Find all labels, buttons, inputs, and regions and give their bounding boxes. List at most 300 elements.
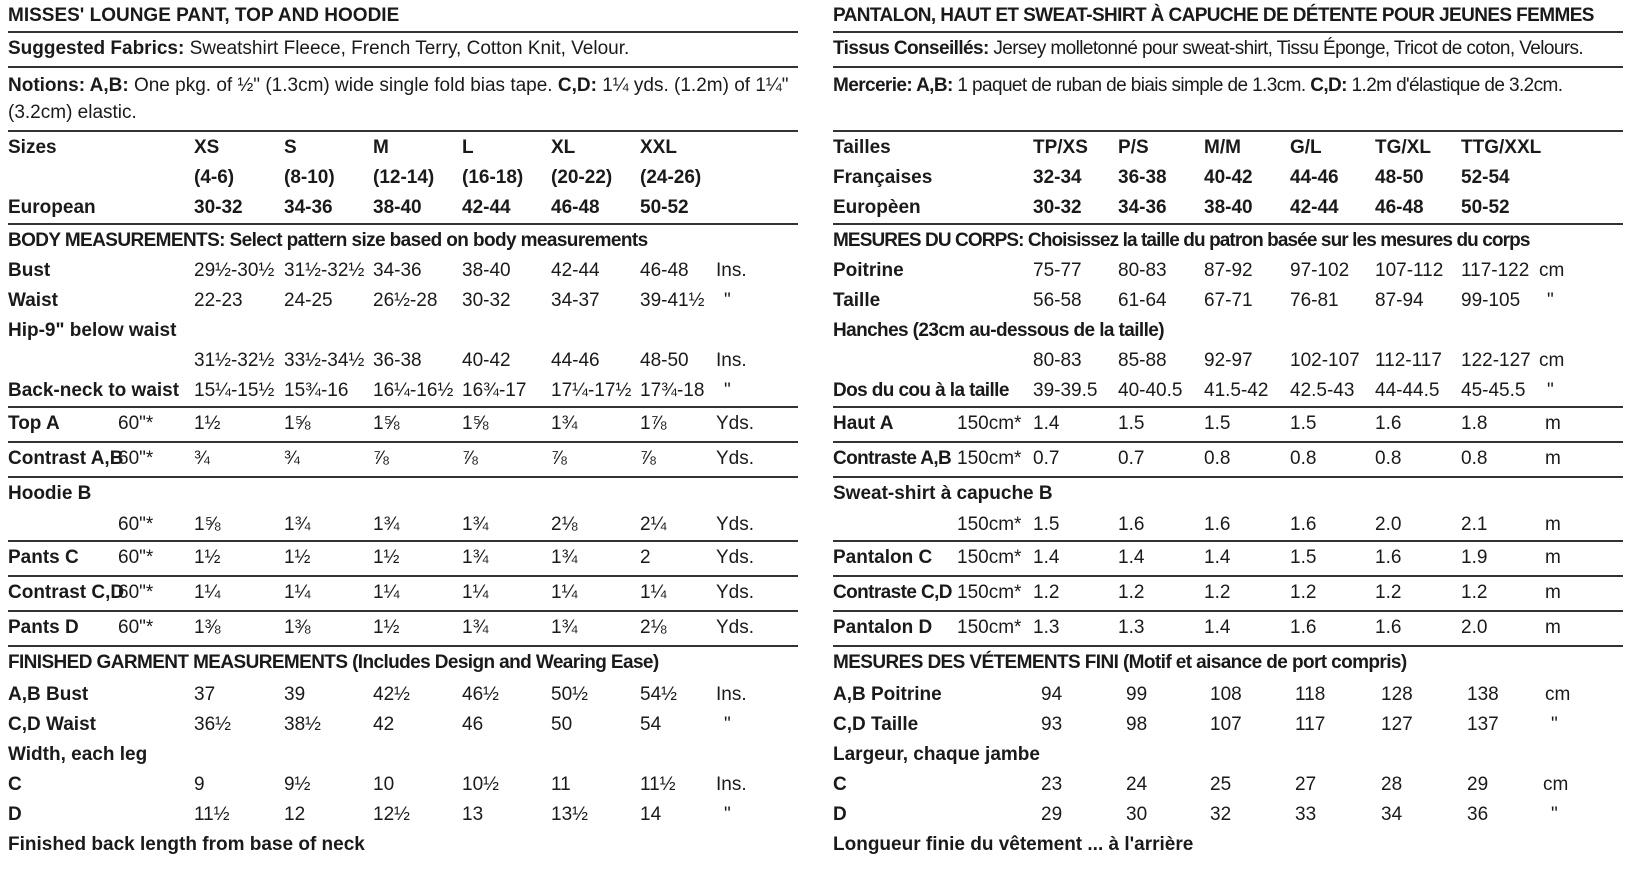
unit-label: Ins. (716, 260, 747, 281)
backneck-cell: 15¼-15½ (194, 380, 275, 401)
largeur-c-row (833, 769, 1623, 799)
bust-cell: 46-48 (640, 260, 689, 281)
europeen-cell: 42-44 (1290, 197, 1339, 218)
unit-label: m (1545, 448, 1561, 469)
size-cell: M (373, 137, 389, 158)
size-cell: TG/XL (1375, 137, 1431, 158)
hanches-label-row (833, 315, 1623, 345)
yardage-cell: 1.4 (1204, 617, 1231, 638)
finished-cell: 10 (373, 774, 395, 795)
taille-cell: 61-64 (1118, 290, 1167, 311)
notions-text-2: 1.2m d'élastique de 3.2cm. (1351, 75, 1563, 96)
yardage-cell: 1⅝ (462, 413, 489, 434)
finished-cell: 118 (1295, 684, 1326, 705)
ab-bust-row (8, 679, 798, 709)
notions-text-1: 1 paquet de ruban de biais simple de 1.3cm. (957, 75, 1306, 96)
unit-label: cm (1539, 350, 1565, 371)
yardage-cell: 1.6 (1375, 617, 1402, 638)
hip-cell: 40-42 (462, 350, 511, 371)
hanches-cell: 112-117 (1375, 350, 1442, 371)
yardage-cell: 1.6 (1375, 547, 1402, 568)
yardage-cell: 1.2 (1290, 582, 1317, 603)
finished-cell: 128 (1381, 684, 1413, 705)
poitrine-label: Poitrine (833, 260, 904, 281)
yardage-cell: 1½ (194, 413, 221, 434)
size-cell: G/L (1290, 137, 1322, 158)
sizes-label: Sizes (8, 137, 57, 158)
yardage-cell: 1¼ (194, 582, 221, 603)
yardage-cell: 1½ (284, 547, 311, 568)
pantalon-d-row (833, 612, 1623, 647)
finished-cell: 34 (1381, 804, 1403, 825)
poitrine-cell: 75-77 (1033, 260, 1082, 281)
waist-cell: 26½-28 (373, 290, 438, 311)
yardage-cell: 1.5 (1290, 413, 1317, 434)
european-label: European (8, 197, 96, 218)
size-cell: XL (551, 137, 576, 158)
notions-row (833, 68, 1623, 132)
backneck-row (8, 375, 798, 408)
yardage-cell: 1.2 (1375, 582, 1402, 603)
yardage-cell: 0.8 (1375, 448, 1402, 469)
yardage-cell: ⅞ (551, 448, 567, 469)
yardage-cell: 1.2 (1204, 582, 1231, 603)
unit-label: " (724, 714, 731, 735)
yardage-cell: 1⅜ (194, 617, 221, 638)
fabric-width: 60"* (118, 514, 154, 535)
unit-label: Yds. (716, 448, 755, 469)
size-cell: L (462, 137, 474, 158)
title-row (8, 0, 798, 33)
yardage-cell: 0.7 (1118, 448, 1145, 469)
yardage-cell: 1¾ (462, 617, 489, 638)
finished-cell: 11½ (640, 774, 676, 795)
fabrics-row (833, 33, 1623, 68)
finished-cell: 9½ (284, 774, 311, 795)
europeen-cell: 38-40 (1204, 197, 1253, 218)
yardage-cell: 0.8 (1204, 448, 1231, 469)
finished-cell: 24 (1126, 774, 1148, 795)
yardage-cell: 1¼ (462, 582, 489, 603)
european-cell: 46-48 (551, 197, 600, 218)
dos-cell: 45-45.5 (1461, 380, 1526, 401)
size-cell: XS (194, 137, 220, 158)
yardage-cell: 2.1 (1461, 514, 1488, 535)
hanches-cell: 122-127 (1461, 350, 1531, 371)
finished-cell: 99 (1126, 684, 1148, 705)
european-cell: 34-36 (284, 197, 333, 218)
yardage-cell: 1¾ (462, 514, 489, 535)
yardage-cell: 0.8 (1461, 448, 1488, 469)
finished-cell: 127 (1381, 714, 1413, 735)
unit-label: Yds. (716, 413, 755, 434)
waist-cell: 30-32 (462, 290, 511, 311)
finished-cell: 50 (551, 714, 573, 735)
fabric-width: 150cm* (957, 413, 1022, 434)
finished-cell: 13 (462, 804, 484, 825)
size-range-cell: (16-18) (462, 167, 524, 188)
unit-label: " (724, 290, 731, 311)
unit-label: " (1547, 290, 1554, 311)
width-each-leg-label: Width, each leg (8, 744, 148, 765)
size-cell: P/S (1118, 137, 1149, 158)
contrast-cd-row (8, 577, 798, 612)
page-title: PANTALON, HAUT ET SWEAT-SHIRT À CAPUCHE DE DÉTENTE POUR JEUNES FEMMES (833, 5, 1594, 26)
size-range-cell: (12-14) (373, 167, 435, 188)
yardage-cell: ⅞ (640, 448, 656, 469)
unit-label: Yds. (716, 582, 755, 603)
fabrics-label: Tissus Conseillés: (833, 38, 989, 59)
dos-cell: 44-44.5 (1375, 380, 1440, 401)
finished-header-row (8, 647, 798, 679)
taille-label: Taille (833, 290, 881, 311)
yardage-cell: 1⅜ (284, 617, 311, 638)
taille-cell: 56-58 (1033, 290, 1082, 311)
unit-label: m (1545, 582, 1561, 603)
yardage-cell: 1¼ (640, 582, 667, 603)
yardage-cell: 1.6 (1118, 514, 1145, 535)
fabrics-text: Jersey molletonné pour sweat-shirt, Tissu Éponge, Tricot de coton, Velours. (993, 38, 1584, 59)
haut-a-label: Haut A (833, 413, 894, 434)
finished-cell: 54 (640, 714, 662, 735)
finished-cell: 98 (1126, 714, 1148, 735)
unit-label: " (724, 804, 731, 825)
yardage-cell: ⅞ (373, 448, 389, 469)
fabrics-row (8, 33, 798, 68)
finished-cell: 12 (284, 804, 306, 825)
fabric-width: 60"* (118, 617, 154, 638)
contraste-ab-label: Contraste A,B (833, 448, 952, 469)
finished-cell: 28 (1381, 774, 1403, 795)
largeur-label-row (833, 739, 1623, 769)
yardage-cell: 1.6 (1204, 514, 1231, 535)
taille-cell: 99-105 (1461, 290, 1521, 311)
europeen-row (833, 192, 1623, 225)
waist-label: Waist (8, 290, 58, 311)
waist-cell: 34-37 (551, 290, 600, 311)
largeur-label: Largeur, chaque jambe (833, 744, 1040, 765)
finished-cell: 94 (1041, 684, 1063, 705)
francaises-cell: 36-38 (1118, 167, 1167, 188)
width-d-row (8, 799, 798, 829)
taille-row (833, 285, 1623, 315)
bust-cell: 29½-30½ (194, 260, 275, 281)
dos-cell: 39-39.5 (1033, 380, 1098, 401)
yardage-cell: 1¼ (373, 582, 400, 603)
tailles-label: Tailles (833, 137, 891, 158)
pantalon-c-label: Pantalon C (833, 547, 933, 568)
finished-cell: 13½ (551, 804, 588, 825)
finished-back-length-label: Longueur finie du vêtement ... à l'arrière (833, 834, 1194, 855)
finished-cell: 14 (640, 804, 662, 825)
notions-label-2: C,D: (557, 75, 597, 96)
cut-off-row (8, 829, 798, 859)
fabric-width: 150cm* (957, 448, 1022, 469)
unit-label: Ins. (716, 774, 747, 795)
notions-row (8, 68, 798, 132)
francaises-label: Françaises (833, 167, 933, 188)
poitrine-row (833, 255, 1623, 285)
hoodie-label: Hoodie B (8, 483, 92, 504)
size-cell: TP/XS (1033, 137, 1088, 158)
cd-taille-label: C,D Taille (833, 714, 919, 735)
unit-label: Ins. (716, 684, 747, 705)
hip-cell: 36-38 (373, 350, 422, 371)
ab-poitrine-row (833, 679, 1623, 709)
bust-cell: 34-36 (373, 260, 422, 281)
width-d-label: D (8, 804, 22, 825)
hip-cell: 33½-34½ (284, 350, 365, 371)
yardage-cell: 1.5 (1118, 413, 1145, 434)
yardage-cell: 1¾ (551, 413, 578, 434)
finished-measurements-heading: MESURES DES VÉTEMENTS FINI (Motif et aisance de port compris) (833, 652, 1407, 673)
largeur-c-label: C (833, 774, 847, 795)
unit-label: m (1545, 617, 1561, 638)
finished-cell: 11 (551, 774, 571, 795)
cd-waist-row (8, 709, 798, 739)
finished-cell: 36 (1467, 804, 1489, 825)
finished-cell: 108 (1210, 684, 1242, 705)
notions-label-2: C,D: (1310, 75, 1347, 96)
europeen-cell: 34-36 (1118, 197, 1167, 218)
dos-label: Dos du cou à la taille (833, 380, 1009, 401)
haut-a-row (833, 408, 1623, 443)
body-header-row (8, 225, 798, 255)
taille-cell: 67-71 (1204, 290, 1253, 311)
hanches-cell: 80-83 (1033, 350, 1082, 371)
bust-cell: 38-40 (462, 260, 511, 281)
body-header-row (833, 225, 1623, 255)
fabric-width: 150cm* (957, 617, 1022, 638)
finished-cell: 54½ (640, 684, 677, 705)
yardage-cell: ⅞ (462, 448, 478, 469)
yardage-cell: 1.2 (1461, 582, 1488, 603)
fabric-width: 150cm* (957, 514, 1022, 535)
hip-row (8, 345, 798, 375)
finished-cell: 12½ (373, 804, 410, 825)
yardage-cell: 2 (640, 547, 651, 568)
europeen-cell: 30-32 (1033, 197, 1082, 218)
yardage-cell: 1⅝ (284, 413, 311, 434)
pants-c-label: Pants C (8, 547, 79, 568)
poitrine-cell: 97-102 (1290, 260, 1350, 281)
dos-row (833, 375, 1623, 408)
finished-cell: 33 (1295, 804, 1317, 825)
hip-label-row (8, 315, 798, 345)
yardage-cell: 0.8 (1290, 448, 1317, 469)
taille-cell: 87-94 (1375, 290, 1424, 311)
pantalon-d-label: Pantalon D (833, 617, 933, 638)
yardage-cell: 1¼ (284, 582, 311, 603)
yardage-cell: 1.4 (1204, 547, 1231, 568)
yardage-cell: 1½ (373, 547, 400, 568)
yardage-cell: 2.0 (1375, 514, 1402, 535)
finished-cell: 9 (194, 774, 205, 795)
finished-cell: 36½ (194, 714, 231, 735)
finished-cell: 37 (194, 684, 216, 705)
europeen-cell: 46-48 (1375, 197, 1424, 218)
finished-cell: 42 (373, 714, 395, 735)
page-title: MISSES' LOUNGE PANT, TOP AND HOODIE (8, 5, 400, 26)
waist-cell: 39-41½ (640, 290, 705, 311)
hanches-cell: 85-88 (1118, 350, 1167, 371)
contrast-cd-label: Contrast C,D (8, 582, 125, 603)
finished-cell: 38½ (284, 714, 321, 735)
finished-cell: 107 (1210, 714, 1242, 735)
francaises-cell: 48-50 (1375, 167, 1424, 188)
backneck-label: Back-neck to waist (8, 380, 180, 401)
european-cell: 42-44 (462, 197, 511, 218)
finished-cell: 32 (1210, 804, 1232, 825)
hip-label: Hip-9" below waist (8, 320, 177, 341)
finished-cell: 138 (1467, 684, 1499, 705)
hoodie-label-row (8, 478, 798, 509)
width-label-row (8, 739, 798, 769)
french-panel (833, 0, 1623, 872)
sizes-row (8, 132, 798, 192)
finished-cell: 137 (1467, 714, 1499, 735)
yardage-cell: ¾ (284, 448, 300, 469)
yardage-cell: 1.3 (1033, 617, 1060, 638)
unit-label: cm (1545, 684, 1571, 705)
size-cell: M/M (1204, 137, 1241, 158)
yardage-cell: 1.6 (1375, 413, 1402, 434)
yardage-cell: 1.4 (1033, 547, 1060, 568)
yardage-cell: ¾ (194, 448, 210, 469)
fabric-width: 60"* (118, 413, 154, 434)
backneck-cell: 17¾-18 (640, 380, 705, 401)
poitrine-cell: 87-92 (1204, 260, 1253, 281)
yardage-cell: 2⅛ (551, 514, 578, 535)
unit-label: m (1545, 547, 1561, 568)
european-row (8, 192, 798, 225)
fabric-width: 60"* (118, 448, 154, 469)
finished-cell: 50½ (551, 684, 588, 705)
size-cell: XXL (640, 137, 677, 158)
yardage-cell: 2.0 (1461, 617, 1488, 638)
waist-cell: 24-25 (284, 290, 333, 311)
finished-cell: 117 (1295, 714, 1326, 735)
unit-label: Yds. (716, 514, 755, 535)
unit-label: Yds. (716, 547, 755, 568)
bust-row (8, 255, 798, 285)
yardage-cell: 1⅝ (194, 514, 221, 535)
yardage-cell: 1⅝ (373, 413, 400, 434)
hip-cell: 48-50 (640, 350, 689, 371)
bust-cell: 42-44 (551, 260, 600, 281)
yardage-cell: 0.7 (1033, 448, 1060, 469)
poitrine-cell: 107-112 (1375, 260, 1444, 281)
cd-waist-label: C,D Waist (8, 714, 96, 735)
finished-cell: 29 (1467, 774, 1489, 795)
finished-cell: 27 (1295, 774, 1317, 795)
unit-label: m (1545, 514, 1561, 535)
yardage-cell: 1.6 (1290, 617, 1317, 638)
finished-cell: 46½ (462, 684, 499, 705)
finished-cell: 42½ (373, 684, 410, 705)
hip-cell: 31½-32½ (194, 350, 275, 371)
hanches-cell: 92-97 (1204, 350, 1253, 371)
hanches-row (833, 345, 1623, 375)
yardage-cell: 1⅞ (640, 413, 667, 434)
hanches-label: Hanches (23cm au-dessous de la taille) (833, 320, 1164, 341)
francaises-cell: 52-54 (1461, 167, 1510, 188)
waist-row (8, 285, 798, 315)
contraste-cd-label: Contraste C,D (833, 582, 952, 603)
hanches-cell: 102-107 (1290, 350, 1360, 371)
unit-label: Yds. (716, 617, 755, 638)
francaises-cell: 32-34 (1033, 167, 1082, 188)
hip-cell: 44-46 (551, 350, 600, 371)
contrast-ab-row (8, 443, 798, 478)
unit-label: cm (1539, 260, 1565, 281)
poitrine-cell: 80-83 (1118, 260, 1167, 281)
ab-bust-label: A,B Bust (8, 684, 89, 705)
pants-c-row (8, 542, 798, 577)
francaises-cell: 40-42 (1204, 167, 1253, 188)
size-range-cell: (8-10) (284, 167, 335, 188)
sweat-row (833, 509, 1623, 542)
yardage-cell: 1¾ (551, 617, 578, 638)
ab-poitrine-label: A,B Poitrine (833, 684, 942, 705)
size-range-cell: (24-26) (640, 167, 702, 188)
yardage-cell: 1¾ (462, 547, 489, 568)
contraste-ab-row (833, 443, 1623, 478)
finished-cell: 10½ (462, 774, 499, 795)
poitrine-cell: 117-122 (1461, 260, 1530, 281)
unit-label: " (1547, 380, 1554, 401)
yardage-cell: 1¾ (551, 547, 578, 568)
finished-cell: 29 (1041, 804, 1063, 825)
yardage-cell: 1.3 (1118, 617, 1145, 638)
width-c-row (8, 769, 798, 799)
finished-cell: 39 (284, 684, 306, 705)
sweat-label: Sweat-shirt à capuche B (833, 483, 1053, 504)
backneck-cell: 16¾-17 (462, 380, 527, 401)
yardage-cell: 1.2 (1118, 582, 1145, 603)
yardage-cell: 1¾ (284, 514, 311, 535)
backneck-cell: 15¾-16 (284, 380, 349, 401)
unit-label: " (1551, 804, 1558, 825)
yardage-cell: 1¾ (373, 514, 400, 535)
finished-cell: 46 (462, 714, 484, 735)
pants-d-label: Pants D (8, 617, 79, 638)
bust-label: Bust (8, 260, 51, 281)
fabric-width: 60"* (118, 547, 154, 568)
yardage-cell: 1.5 (1290, 547, 1317, 568)
bust-cell: 31½-32½ (284, 260, 365, 281)
europeen-label: Europèen (833, 197, 921, 218)
body-measurements-heading: BODY MEASUREMENTS: Select pattern size based on body measurements (8, 230, 648, 251)
fabric-width: 150cm* (957, 582, 1022, 603)
top-a-label: Top A (8, 413, 60, 434)
dos-cell: 40-40.5 (1118, 380, 1183, 401)
european-cell: 30-32 (194, 197, 243, 218)
body-measurements-heading: MESURES DU CORPS: Choisissez la taille du patron basée sur les mesures du corps (833, 230, 1530, 251)
title-row (833, 0, 1623, 33)
size-range-cell: (4-6) (194, 167, 235, 188)
yardage-cell: 2⅛ (640, 617, 667, 638)
european-cell: 50-52 (640, 197, 689, 218)
contraste-cd-row (833, 577, 1623, 612)
yardage-cell: 1.9 (1461, 547, 1488, 568)
backneck-cell: 16¼-16½ (373, 380, 454, 401)
top-a-row (8, 408, 798, 443)
yardage-cell: 2¼ (640, 514, 667, 535)
fabric-width: 150cm* (957, 547, 1022, 568)
finished-header-row (833, 647, 1623, 679)
dos-cell: 41.5-42 (1204, 380, 1269, 401)
